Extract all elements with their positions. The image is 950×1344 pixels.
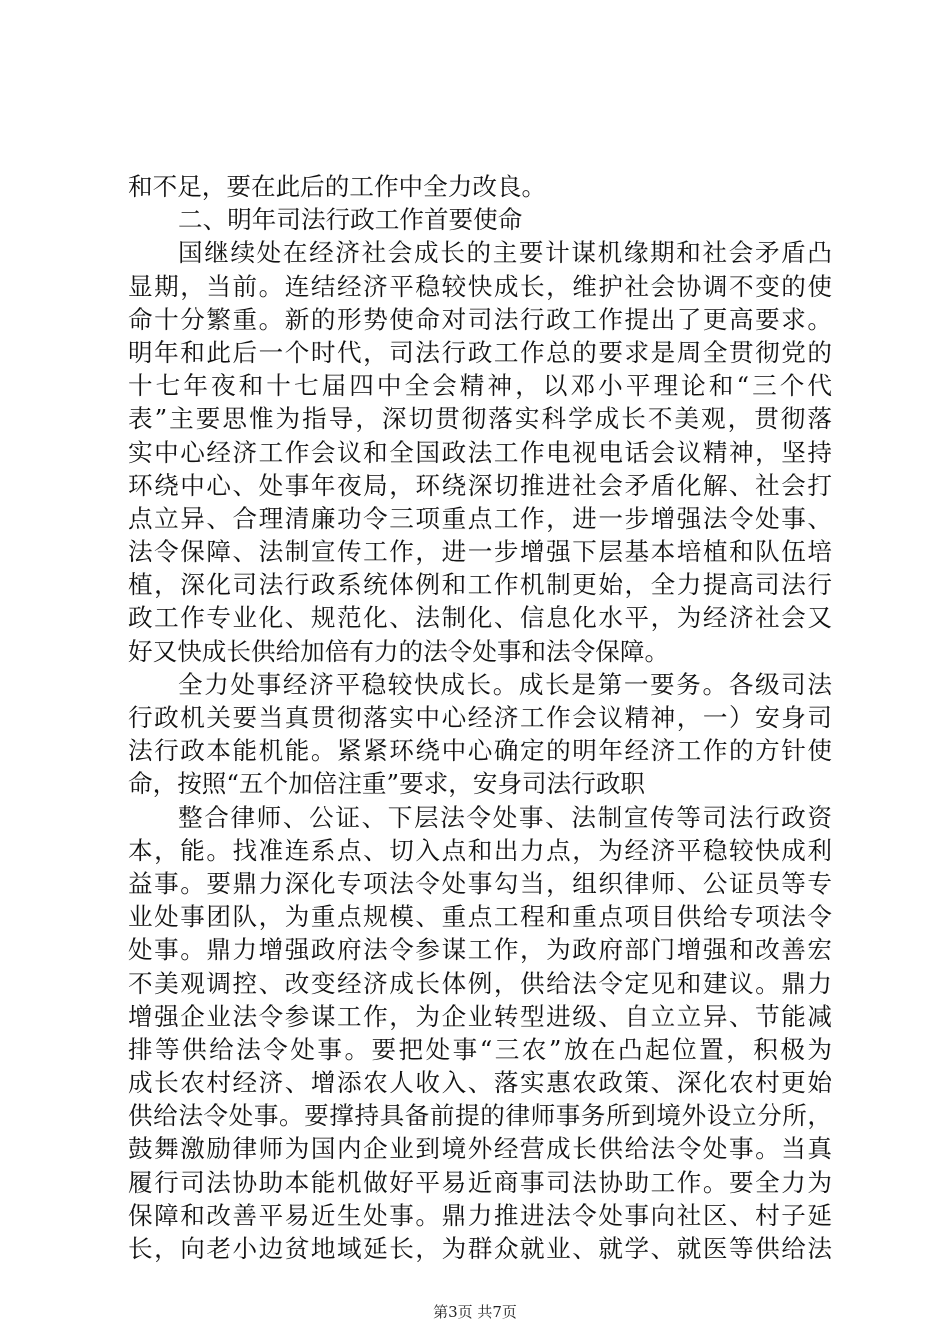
text-line: 国继续处在经济社会成长的主要计谋机缘期和社会矛盾凸 <box>178 238 832 268</box>
text-line: 保障和改善平易近生处事。鼎力推进法令处事向社区、村子延 <box>128 1200 832 1230</box>
document-body <box>128 170 832 1265</box>
text-line: 排等供给法令处事。要把处事“三农”放在凸起位置，积极为 <box>128 1034 832 1064</box>
text-line: 业处事团队，为重点规模、重点工程和重点项目供给专项法令 <box>128 902 832 932</box>
text-line: 环绕中心、处事年夜局，环绕深切推进社会矛盾化解、社会打 <box>128 470 832 500</box>
text-line: 和不足，要在此后的工作中全力改良。 <box>128 172 547 201</box>
text-line: 处事。鼎力增强政府法令参谋工作，为政府部门增强和改善宏 <box>128 935 832 965</box>
page-number-footer: 第3页 共7页 <box>433 1303 517 1321</box>
text-line: 明年和此后一个时代，司法行政工作总的要求是周全贯彻党的 <box>128 337 832 367</box>
text-line: 好又快成长供给加倍有力的法令处事和法令保障。 <box>128 636 670 666</box>
text-line: 法行政本能机能。紧紧环绕中心确定的明年经济工作的方针使 <box>128 736 832 766</box>
text-line: 全力处事经济平稳较快成长。成长是第一要务。各级司法 <box>178 669 832 699</box>
text-line: 供给法令处事。要撑持具备前提的律师事务所到境外设立分所， <box>128 1101 832 1131</box>
text-line: 整合律师、公证、下层法令处事、法制宣传等司法行政资 <box>178 802 832 832</box>
text-line: 成长农村经济、增添农人收入、落实惠农政策、深化农村更始 <box>128 1068 832 1098</box>
text-line: 不美观调控、改变经济成长体例，供给法令定见和建议。鼎力 <box>128 968 832 998</box>
text-line: 实中心经济工作会议和全国政法工作电视电话会议精神，坚持 <box>128 437 832 467</box>
text-line: 命，按照“五个加倍注重”要求，安身司法行政职 <box>128 769 646 799</box>
section-heading: 二、明年司法行政工作首要使命 <box>178 205 523 235</box>
text-line: 点立异、合理清廉功令三项重点工作，进一步增强法令处事、 <box>128 503 832 533</box>
text-line: 政工作专业化、规范化、法制化、信息化水平，为经济社会又 <box>128 603 832 633</box>
text-line: 履行司法协助本能机做好平易近商事司法协助工作。要全力为 <box>128 1167 832 1197</box>
text-line: 十七年夜和十七届四中全会精神，以邓小平理论和“三个代 <box>128 371 832 401</box>
text-line: 长，向老小边贫地域延长，为群众就业、就学、就医等供给法 <box>128 1234 832 1263</box>
text-line: 增强企业法令参谋工作，为企业转型进级、自立立异、节能减 <box>128 1001 832 1031</box>
text-line: 益事。要鼎力深化专项法令处事勾当，组织律师、公证员等专 <box>128 868 832 898</box>
text-line: 显期，当前。连结经济平稳较快成长，维护社会协调不变的使 <box>128 271 832 301</box>
text-line: 表”主要思惟为指导，深切贯彻落实科学成长不美观，贯彻落 <box>128 404 832 434</box>
text-line: 法令保障、法制宣传工作，进一步增强下层基本培植和队伍培 <box>128 537 832 567</box>
text-line: 本，能。找准连系点、切入点和出力点，为经济平稳较快成利 <box>128 835 832 865</box>
text-line: 鼓舞激励律师为国内企业到境外经营成长供给法令处事。当真 <box>128 1134 832 1164</box>
text-line: 命十分繁重。新的形势使命对司法行政工作提出了更高要求。 <box>128 304 832 334</box>
text-line: 植，深化司法行政系统体例和工作机制更始，全力提高司法行 <box>128 570 832 600</box>
text-line: 行政机关要当真贯彻落实中心经济工作会议精神，一）安身司 <box>128 703 832 732</box>
